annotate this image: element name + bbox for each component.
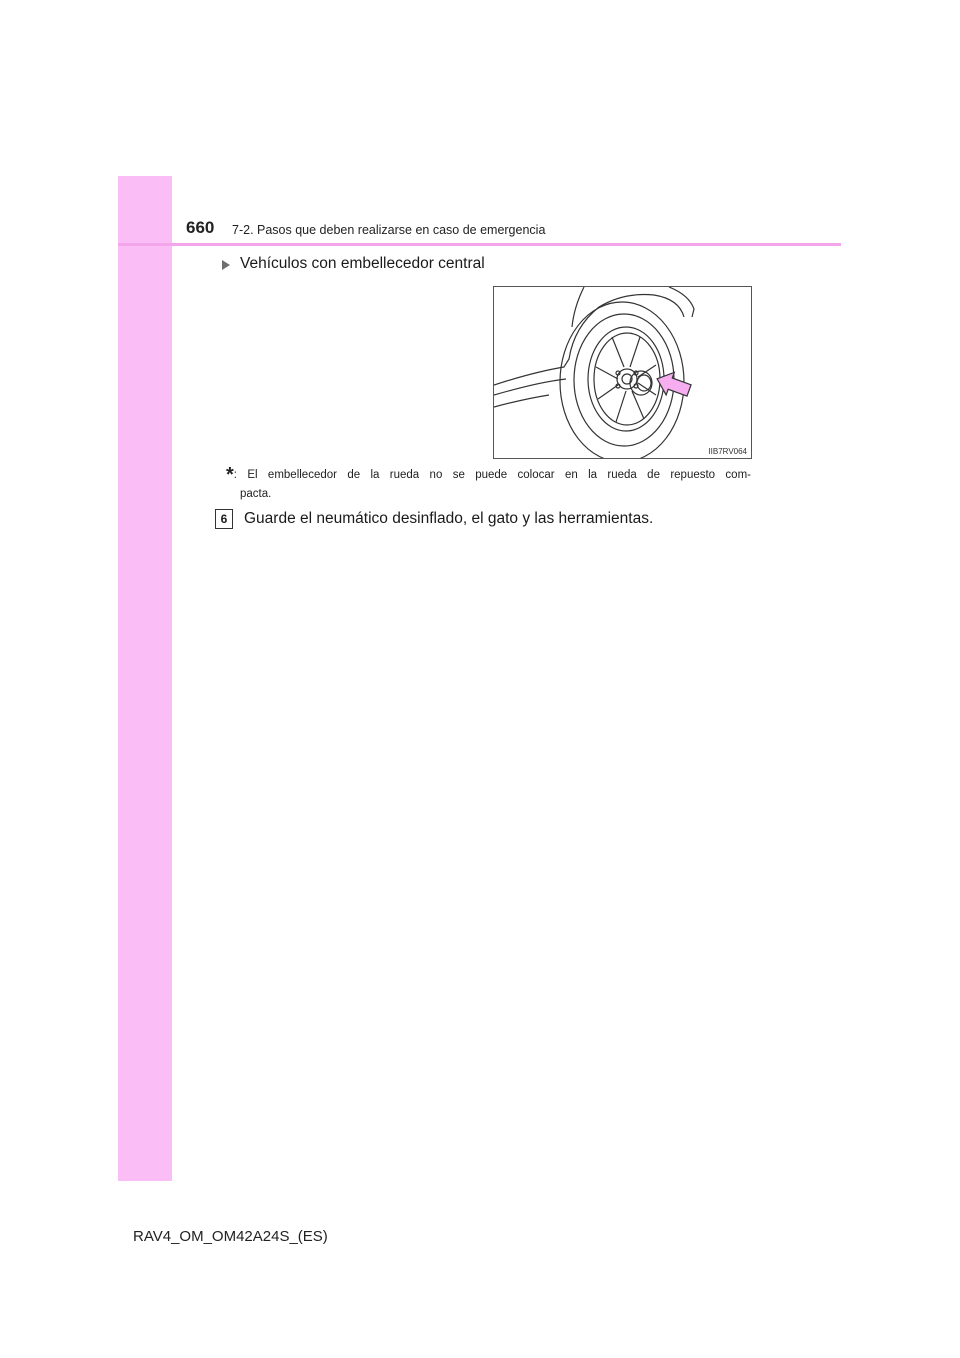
section-title: 7-2. Pasos que deben realizarse en caso de emergencia	[232, 223, 546, 237]
footnote-line-1	[226, 466, 751, 485]
step-text: Guarde el neumático desinflado, el gato y las herramientas.	[244, 510, 654, 527]
step-item	[215, 509, 653, 529]
footnote	[226, 466, 751, 504]
footnote-text-1: : El embellecedor de la rueda no se puede colocar en la rueda de repuesto com-	[233, 469, 751, 481]
header-rule	[118, 243, 841, 246]
footnote-star: *	[226, 464, 234, 486]
figure-code: IIB7RV064	[708, 447, 747, 456]
footer-doc-code: RAV4_OM_OM42A24S_(ES)	[133, 1228, 328, 1245]
bullet-item	[222, 255, 485, 273]
page-number: 660	[186, 218, 215, 237]
wheel-figure	[493, 286, 752, 459]
wheel-center-cap-illustration	[494, 287, 751, 458]
bullet-arrow-icon	[222, 260, 230, 270]
step-number-badge: 6	[215, 509, 233, 529]
footnote-text-2: pacta.	[240, 488, 272, 500]
bullet-text: Vehículos con embellecedor central	[240, 255, 485, 272]
side-color-band	[118, 176, 172, 1181]
